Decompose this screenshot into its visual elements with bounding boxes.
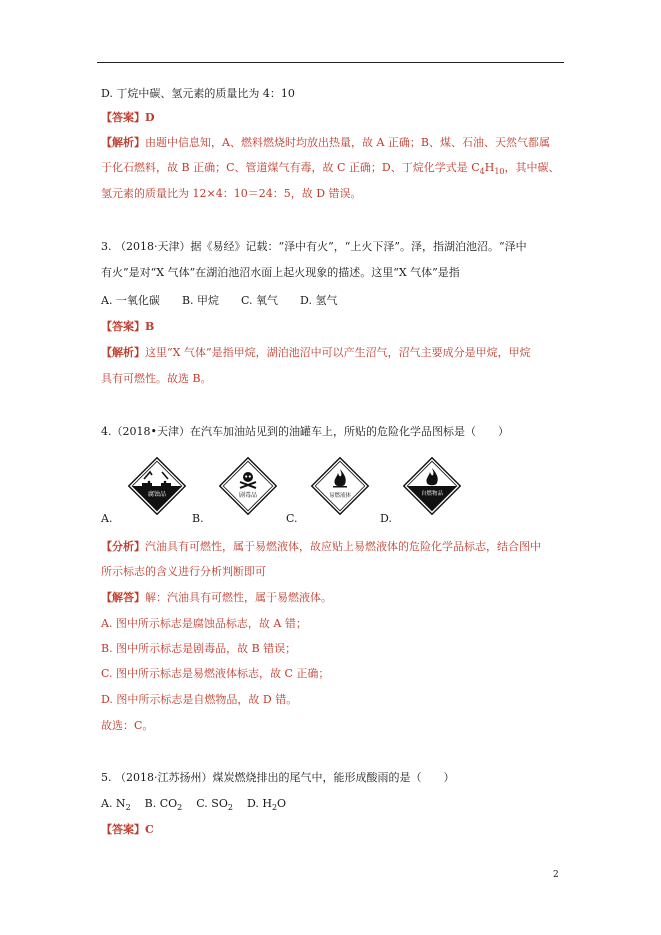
q5-answer	[101, 823, 154, 837]
subscript: 2	[125, 803, 131, 812]
header-rule	[97, 62, 564, 63]
q4-jieda	[101, 591, 332, 605]
hazard-sign-toxic	[217, 455, 279, 517]
answer-value: C	[145, 823, 154, 836]
subscript: 2	[227, 803, 233, 812]
analysis-text: ，其中碳、	[504, 161, 560, 174]
sign-c-label: 易燃液体	[328, 493, 352, 499]
answer-value: B	[145, 320, 155, 333]
q3-stem-line-1: 3. （2018·天津）据《易经》记载：“泽中有火”，“上火下泽”。泽，指湖泊池沼。“泽中	[101, 240, 527, 253]
subscript: 2	[177, 803, 183, 812]
q3-option-a: A. 一氧化碳	[101, 294, 160, 307]
option-text: B. CO	[144, 797, 178, 810]
jieda-text: 解：汽油具有可燃性，属于易燃液体。	[145, 591, 332, 604]
q3-options	[101, 294, 337, 308]
sign-b-label: 剧毒品	[238, 492, 258, 499]
option-text: A. N	[101, 797, 126, 810]
fenxi-text: 汽油具有可燃性，属于易燃液体，故应贴上易燃液体的危险化学品标志，结合图中	[145, 540, 541, 553]
option-text: O	[277, 797, 287, 810]
q4-option-a-label: A.	[101, 512, 113, 525]
subscript: 2	[271, 803, 278, 812]
analysis-text: 于化石燃料，故 B 正确；C、管道煤气有毒，故 C 正确；D、丁烷化学式是 C	[101, 161, 480, 174]
option-text: C. SO	[196, 797, 228, 810]
answer-value: D	[145, 111, 155, 124]
hazard-sign-flammable-liquid	[309, 455, 371, 517]
q5-stem: 5. （2018·江苏扬州）煤炭燃烧排出的尾气中，能形成酸雨的是（ ）	[101, 771, 455, 784]
prev-analysis-line-2	[101, 161, 560, 179]
jieda-label: 【解答】	[101, 591, 145, 604]
answer-label: 【答案】	[101, 823, 145, 836]
q5-option-c	[196, 797, 233, 810]
q4-line-a: A. 图中所示标志是腐蚀品标志，故 A 错；	[101, 617, 307, 630]
subscript: 10	[494, 167, 505, 176]
q4-option-c-label: C.	[286, 512, 298, 525]
hazard-sign-corrosive	[126, 455, 188, 517]
q4-line-d: D. 图中所示标志是自燃物品，故 D 错。	[101, 693, 298, 706]
analysis-text: 这里“X 气体”是指甲烷，湖泊池沼中可以产生沼气，沼气主要成分是甲烷，甲烷	[145, 346, 531, 359]
q4-conclusion: 故选：C。	[101, 719, 154, 732]
page-number: 2	[553, 870, 559, 880]
q4-line-c: C. 图中所示标志是易燃液体标志，故 C 正确；	[101, 667, 330, 680]
option-text: D. H	[246, 797, 272, 810]
answer-label: 【答案】	[101, 111, 145, 124]
prev-analysis-line-3: 氢元素的质量比为 12×4：10＝24：5，故 D 错误。	[101, 187, 362, 200]
prev-option-d: D. 丁烷中碳、氢元素的质量比为 4：10	[101, 87, 295, 100]
subscript: 4	[479, 167, 485, 176]
q3-option-c: C. 氧气	[241, 294, 279, 307]
hazard-sign-spontaneous-combustible	[401, 455, 463, 517]
prev-analysis-line-1	[101, 136, 550, 150]
q5-option-b	[145, 797, 183, 810]
fenxi-label: 【分析】	[101, 540, 145, 553]
sign-d-label: 自燃物品	[420, 491, 444, 497]
q3-stem-line-2: 有火”是对“X 气体”在湖泊池沼水面上起火现象的描述。这里“X 气体”是指	[101, 266, 460, 279]
q4-line-b: B. 图中所示标志是剧毒品，故 B 错误；	[101, 642, 297, 655]
answer-label: 【答案】	[101, 320, 145, 333]
analysis-label: 【解析】	[101, 346, 145, 359]
q3-answer	[101, 320, 154, 334]
q4-option-d-label: D.	[380, 512, 392, 525]
q5-option-a	[101, 797, 131, 810]
q5-options	[101, 797, 286, 815]
q5-option-d	[247, 797, 286, 810]
q4-fenxi-line-1	[101, 540, 541, 554]
prev-answer	[101, 111, 155, 125]
formula-h: H	[484, 161, 495, 174]
q3-option-b: B. 甲烷	[181, 294, 220, 307]
q3-analysis-line-2: 具有可燃性。故选 B。	[101, 372, 212, 385]
analysis-text: 由题中信息知，A、燃料燃烧时均放出热量，故 A 正确；B、煤、石油、天然气都属	[145, 136, 550, 149]
q4-option-b-label: B.	[192, 512, 204, 525]
sign-a-label: 腐蚀品	[147, 491, 167, 498]
q4-fenxi-line-2: 所示标志的含义进行分析判断即可	[101, 565, 266, 578]
analysis-label: 【解析】	[101, 136, 145, 149]
q3-option-d: D. 氢气	[300, 294, 338, 307]
q3-analysis-line-1	[101, 346, 531, 360]
q4-stem: 4.（2018•天津）在汽车加油站见到的油罐车上，所贴的危险化学品图标是（ ）	[101, 425, 509, 438]
